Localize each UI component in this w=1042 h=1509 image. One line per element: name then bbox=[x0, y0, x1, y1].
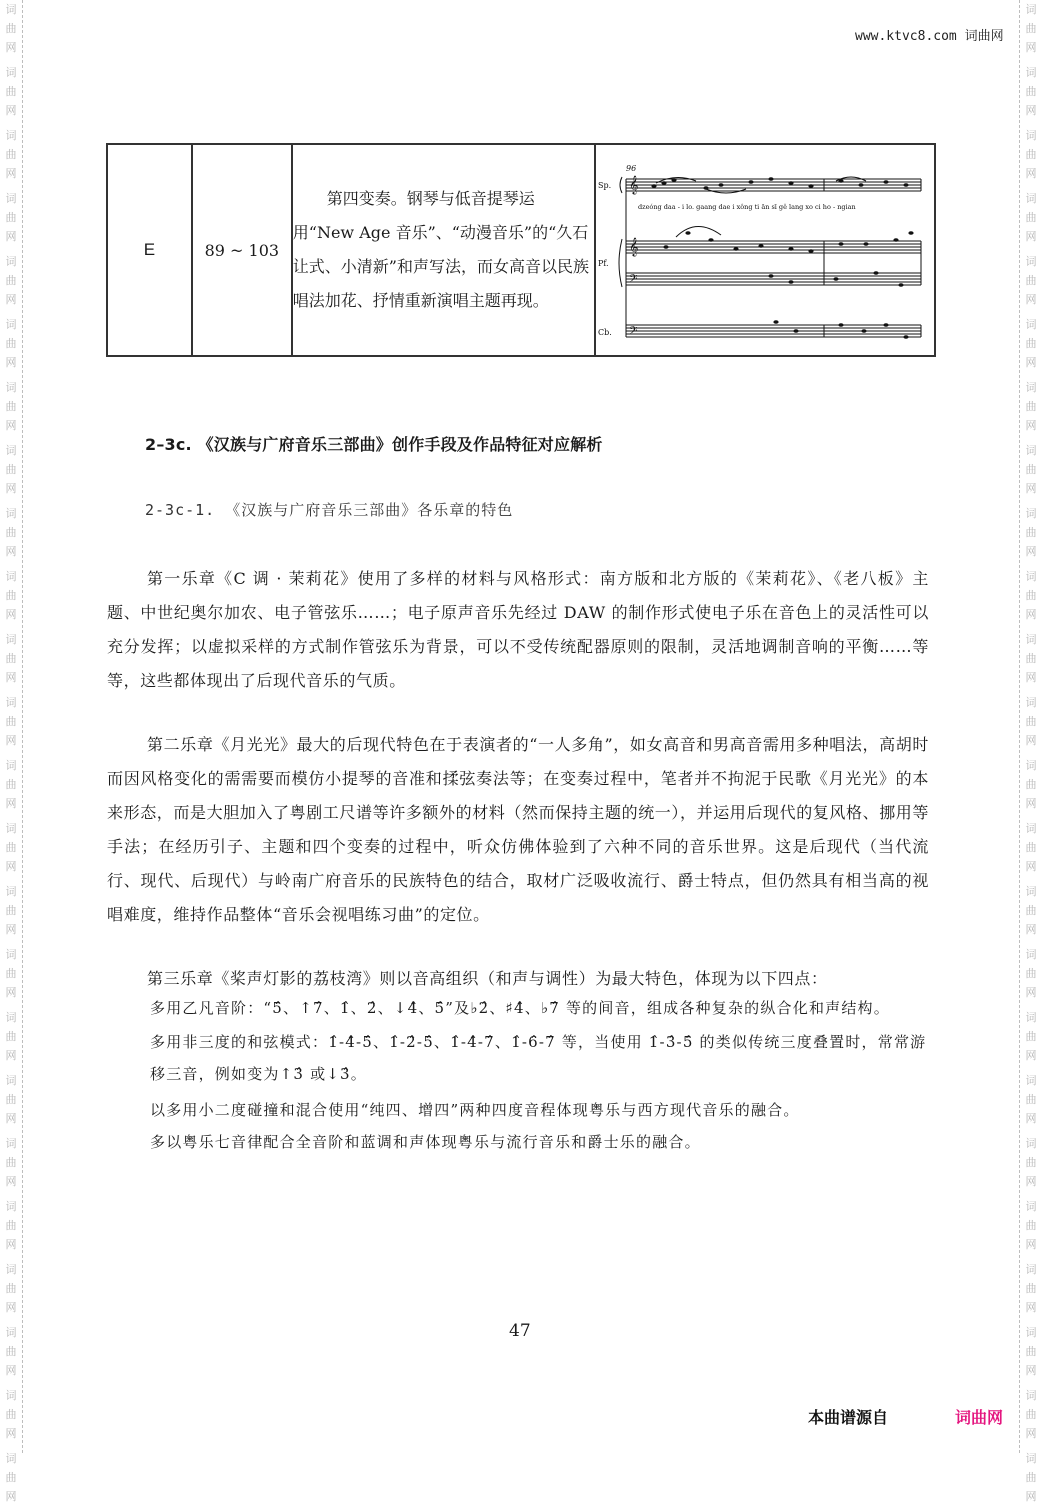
watermark-char: 词 bbox=[5, 759, 17, 772]
watermark-group bbox=[0, 756, 22, 816]
watermark-group bbox=[0, 630, 22, 690]
watermark-group bbox=[1020, 693, 1042, 753]
watermark-char: 曲 bbox=[1025, 400, 1037, 413]
watermark-group bbox=[1020, 756, 1042, 816]
section-heading: 2–3c. 《汉族与广府音乐三部曲》创作手段及作品特征对应解析 bbox=[145, 435, 603, 454]
watermark-char: 网 bbox=[1025, 41, 1037, 54]
list-item: 以多用小二度碰撞和混合使用“纯四、增四”两种四度音程体现粤乐与西方现代音乐的融合。 bbox=[150, 1101, 800, 1119]
watermark-char: 词 bbox=[1025, 381, 1037, 394]
watermark-group bbox=[1020, 567, 1042, 627]
watermark-group bbox=[0, 0, 22, 60]
header-site bbox=[855, 25, 1004, 44]
watermark-group bbox=[0, 1008, 22, 1068]
left-margin-watermark bbox=[0, 0, 23, 1503]
watermark-char: 网 bbox=[1025, 1364, 1037, 1377]
watermark-char: 曲 bbox=[5, 85, 17, 98]
watermark-char: 词 bbox=[5, 3, 17, 16]
watermark-group bbox=[0, 504, 22, 564]
svg-text:𝄢: 𝄢 bbox=[629, 325, 638, 340]
watermark-char: 曲 bbox=[1025, 85, 1037, 98]
watermark-char: 网 bbox=[1025, 860, 1037, 873]
watermark-group bbox=[1020, 882, 1042, 942]
watermark-char: 词 bbox=[1025, 1263, 1037, 1276]
watermark-char: 网 bbox=[5, 608, 17, 621]
staff-label-sp: Sp. bbox=[598, 181, 612, 190]
list-item: 多用非三度的和弦模式：1̂-4̂-5̂、1̂-2̂-5̂、1̂-4̂-7̂、1̂-6̂-7̂ 等，当使用 1̂-3̂-5̂ 的类似传统三度叠置时，常常游移三音，例如变为↑3̂ 或↓3̂。 bbox=[150, 1033, 927, 1083]
watermark-group bbox=[1020, 252, 1042, 312]
watermark-char: 网 bbox=[5, 1364, 17, 1377]
watermark-char: 网 bbox=[5, 41, 17, 54]
watermark-char: 网 bbox=[5, 230, 17, 243]
watermark-char: 词 bbox=[5, 1263, 17, 1276]
description-cell bbox=[292, 144, 595, 356]
watermark-char: 词 bbox=[5, 570, 17, 583]
watermark-char: 词 bbox=[5, 948, 17, 961]
watermark-char: 曲 bbox=[1025, 1408, 1037, 1421]
watermark-char: 曲 bbox=[5, 1471, 17, 1484]
watermark-char: 词 bbox=[1025, 318, 1037, 331]
watermark-group bbox=[0, 1134, 22, 1194]
watermark-char: 曲 bbox=[1025, 1030, 1037, 1043]
watermark-char: 网 bbox=[5, 860, 17, 873]
watermark-group bbox=[1020, 819, 1042, 879]
watermark-char: 网 bbox=[1025, 104, 1037, 117]
watermark-char: 曲 bbox=[5, 337, 17, 350]
watermark-char: 网 bbox=[5, 671, 17, 684]
watermark-char: 词 bbox=[5, 885, 17, 898]
list-item: 多以粤乐七音律配合全音阶和蓝调和声体现粤乐与流行音乐和爵士乐的融合。 bbox=[150, 1133, 701, 1151]
watermark-char: 曲 bbox=[1025, 211, 1037, 224]
svg-text:𝄢: 𝄢 bbox=[629, 273, 638, 288]
watermark-group bbox=[1020, 1449, 1042, 1509]
watermark-group bbox=[1020, 1323, 1042, 1383]
watermark-char: 词 bbox=[1025, 3, 1037, 16]
watermark-char: 词 bbox=[5, 1452, 17, 1465]
watermark-char: 词 bbox=[1025, 759, 1037, 772]
watermark-char: 曲 bbox=[5, 1282, 17, 1295]
watermark-char: 词 bbox=[1025, 570, 1037, 583]
watermark-char: 词 bbox=[5, 255, 17, 268]
variation-table bbox=[106, 143, 936, 357]
watermark-char: 词 bbox=[1025, 948, 1037, 961]
watermark-char: 曲 bbox=[1025, 1345, 1037, 1358]
watermark-char: 网 bbox=[5, 419, 17, 432]
watermark-group bbox=[1020, 1260, 1042, 1320]
watermark-char: 网 bbox=[1025, 419, 1037, 432]
watermark-char: 网 bbox=[1025, 482, 1037, 495]
watermark-char: 词 bbox=[5, 66, 17, 79]
watermark-group bbox=[1020, 945, 1042, 1005]
watermark-char: 网 bbox=[1025, 986, 1037, 999]
watermark-char: 网 bbox=[1025, 1112, 1037, 1125]
watermark-group bbox=[0, 252, 22, 312]
watermark-char: 网 bbox=[1025, 734, 1037, 747]
watermark-char: 网 bbox=[5, 1049, 17, 1062]
watermark-char: 词 bbox=[5, 507, 17, 520]
watermark-group bbox=[0, 1071, 22, 1131]
watermark-char: 词 bbox=[5, 1389, 17, 1402]
watermark-char: 网 bbox=[5, 356, 17, 369]
watermark-char: 曲 bbox=[5, 1093, 17, 1106]
watermark-char: 词 bbox=[5, 1011, 17, 1024]
piano-bass-staff bbox=[626, 273, 921, 285]
watermark-char: 网 bbox=[1025, 608, 1037, 621]
subsection-heading: 2-3c-1. 《汉族与广府音乐三部曲》各乐章的特色 bbox=[145, 501, 514, 519]
note-heads bbox=[651, 177, 913, 339]
paragraph-movement-3: 第三乐章《桨声灯影的荔枝湾》则以音高组织（和声与调性）为最大特色，体现为以下四点： bbox=[147, 969, 828, 988]
watermark-char: 曲 bbox=[5, 1030, 17, 1043]
watermark-char: 词 bbox=[1025, 66, 1037, 79]
watermark-char: 曲 bbox=[1025, 778, 1037, 791]
site-name: 词曲网 bbox=[964, 29, 1004, 44]
watermark-char: 网 bbox=[5, 1238, 17, 1251]
watermark-group bbox=[0, 819, 22, 879]
watermark-char: 曲 bbox=[1025, 1219, 1037, 1232]
footer-source-label: 本曲谱源自 bbox=[808, 1408, 889, 1427]
watermark-char: 网 bbox=[5, 293, 17, 306]
watermark-char: 曲 bbox=[5, 400, 17, 413]
watermark-group bbox=[1020, 1134, 1042, 1194]
watermark-group bbox=[0, 567, 22, 627]
watermark-char: 词 bbox=[5, 381, 17, 394]
watermark-char: 网 bbox=[1025, 230, 1037, 243]
watermark-char: 网 bbox=[5, 1301, 17, 1314]
watermark-char: 曲 bbox=[1025, 589, 1037, 602]
watermark-group bbox=[1020, 0, 1042, 60]
watermark-char: 曲 bbox=[5, 904, 17, 917]
watermark-group bbox=[1020, 1197, 1042, 1257]
watermark-char: 网 bbox=[1025, 545, 1037, 558]
paragraph-movement-1: 第一乐章《C 调 · 茉莉花》使用了多样的材料与风格形式：南方版和北方版的《茉莉花》、《老八板》主题、中世纪奥尔加农、电子管弦乐……；电子原声音乐先经过 DAW 的制作形式使电子乐在音色上的灵活性可以充分发挥；以虚拟采样的方式制作管弦乐为背景，可以不受传统配器原则的限制，灵活地调制音响的平衡……等等，这些都体现出了后现代音乐的气质。 bbox=[107, 569, 929, 690]
watermark-group bbox=[0, 126, 22, 186]
score-cell bbox=[595, 144, 935, 356]
watermark-char: 词 bbox=[1025, 1389, 1037, 1402]
watermark-char: 网 bbox=[1025, 1301, 1037, 1314]
watermark-char: 曲 bbox=[1025, 22, 1037, 35]
site-url[interactable]: www.ktvc8.com bbox=[855, 29, 957, 44]
watermark-group bbox=[0, 1449, 22, 1509]
right-margin-watermark bbox=[1019, 0, 1042, 1503]
watermark-char: 词 bbox=[5, 1074, 17, 1087]
watermark-group bbox=[1020, 1386, 1042, 1446]
watermark-char: 词 bbox=[1025, 633, 1037, 646]
watermark-group bbox=[0, 1323, 22, 1383]
watermark-char: 曲 bbox=[5, 967, 17, 980]
watermark-char: 词 bbox=[1025, 129, 1037, 142]
watermark-group bbox=[0, 945, 22, 1005]
watermark-char: 网 bbox=[5, 734, 17, 747]
bars-cell: 89 ~ 103 bbox=[192, 144, 292, 356]
soprano-staff bbox=[626, 179, 921, 191]
watermark-char: 词 bbox=[1025, 1011, 1037, 1024]
watermark-char: 曲 bbox=[5, 211, 17, 224]
watermark-char: 词 bbox=[1025, 1200, 1037, 1213]
watermark-char: 词 bbox=[1025, 192, 1037, 205]
watermark-char: 曲 bbox=[1025, 967, 1037, 980]
watermark-char: 网 bbox=[1025, 923, 1037, 936]
watermark-char: 词 bbox=[5, 1137, 17, 1150]
description-text: 第四变奏。钢琴与低音提琴运用“New Age 音乐”、“动漫音乐”的“久石让式、小清新”和声写法，而女高音以民族唱法加花、抒情重新演唱主题再现。 bbox=[292, 189, 589, 310]
watermark-group bbox=[1020, 189, 1042, 249]
watermark-char: 网 bbox=[5, 1112, 17, 1125]
watermark-char: 曲 bbox=[1025, 1471, 1037, 1484]
watermark-char: 曲 bbox=[1025, 904, 1037, 917]
watermark-char: 网 bbox=[1025, 293, 1037, 306]
watermark-char: 曲 bbox=[5, 589, 17, 602]
watermark-char: 词 bbox=[5, 822, 17, 835]
watermark-char: 网 bbox=[5, 545, 17, 558]
watermark-char: 曲 bbox=[1025, 652, 1037, 665]
watermark-char: 网 bbox=[5, 797, 17, 810]
watermark-char: 词 bbox=[5, 1200, 17, 1213]
watermark-group bbox=[1020, 63, 1042, 123]
watermark-char: 曲 bbox=[5, 1408, 17, 1421]
watermark-char: 曲 bbox=[5, 463, 17, 476]
page-number: 47 bbox=[509, 1321, 531, 1341]
watermark-group bbox=[0, 1260, 22, 1320]
watermark-char: 曲 bbox=[5, 652, 17, 665]
watermark-char: 网 bbox=[1025, 671, 1037, 684]
contrabass-staff bbox=[626, 325, 921, 337]
watermark-char: 网 bbox=[1025, 1490, 1037, 1503]
section-cell: E bbox=[107, 144, 192, 356]
music-score-image bbox=[596, 145, 930, 351]
footer-brand-link[interactable]: 词曲网 bbox=[955, 1408, 1004, 1427]
watermark-char: 词 bbox=[5, 129, 17, 142]
paragraph-movement-2: 第二乐章《月光光》最大的后现代特色在于表演者的“一人多角”，如女高音和男高音需用多种唱法，高胡时而因风格变化的需需要而模仿小提琴的音准和揉弦奏法等；在变奏过程中，笔者并不拘泥于民歌《月光光》的本来形态，而是大胆加入了粤剧工尺谱等许多额外的材料（然而保持主题的统一），并运用后现代的复风格、挪用等手法；在经历引子、主题和四个变奏的过程中，听众仿佛体验到了六种不同的音乐世界。这是后现代（当代流行、现代、后现代）与岭南广府音乐的民族特色的结合，取材广泛吸收流行、爵士特点，但仍然具有相当高的视唱难度，维持作品整体“音乐会视唱练习曲”的定位。 bbox=[107, 735, 930, 924]
watermark-char: 网 bbox=[1025, 1238, 1037, 1251]
piano-treble-staff bbox=[626, 241, 921, 253]
watermark-char: 网 bbox=[1025, 1175, 1037, 1188]
watermark-char: 曲 bbox=[1025, 337, 1037, 350]
watermark-char: 网 bbox=[1025, 356, 1037, 369]
watermark-char: 曲 bbox=[5, 1345, 17, 1358]
watermark-char: 曲 bbox=[5, 526, 17, 539]
watermark-group bbox=[0, 1386, 22, 1446]
watermark-char: 曲 bbox=[5, 1219, 17, 1232]
measure-number: 96 bbox=[626, 164, 637, 173]
watermark-group bbox=[0, 441, 22, 501]
watermark-char: 网 bbox=[5, 104, 17, 117]
watermark-char: 曲 bbox=[1025, 526, 1037, 539]
watermark-char: 词 bbox=[1025, 444, 1037, 457]
watermark-group bbox=[1020, 441, 1042, 501]
watermark-char: 曲 bbox=[5, 148, 17, 161]
watermark-char: 网 bbox=[5, 923, 17, 936]
watermark-group bbox=[0, 63, 22, 123]
watermark-group bbox=[1020, 378, 1042, 438]
watermark-group bbox=[0, 378, 22, 438]
watermark-char: 词 bbox=[5, 318, 17, 331]
watermark-char: 网 bbox=[5, 1427, 17, 1440]
watermark-char: 网 bbox=[5, 1490, 17, 1503]
watermark-char: 词 bbox=[1025, 1326, 1037, 1339]
watermark-char: 网 bbox=[5, 482, 17, 495]
watermark-char: 网 bbox=[1025, 167, 1037, 180]
watermark-char: 词 bbox=[1025, 255, 1037, 268]
list-item: 多用乙凡音阶：“5̂、↑7̂、1̂、2̂、↓4̂、5̂”及♭2̂、♯4̂、♭7̂ 等的间音，组成各种复杂的纵合化和声结构。 bbox=[150, 999, 890, 1017]
watermark-char: 曲 bbox=[5, 841, 17, 854]
watermark-char: 曲 bbox=[1025, 841, 1037, 854]
watermark-group bbox=[0, 1197, 22, 1257]
watermark-char: 词 bbox=[1025, 1074, 1037, 1087]
watermark-char: 曲 bbox=[5, 778, 17, 791]
watermark-char: 词 bbox=[1025, 1137, 1037, 1150]
table-row bbox=[107, 144, 935, 356]
watermark-char: 词 bbox=[5, 1326, 17, 1339]
watermark-char: 曲 bbox=[1025, 274, 1037, 287]
watermark-char: 曲 bbox=[5, 22, 17, 35]
watermark-char: 词 bbox=[5, 444, 17, 457]
watermark-char: 曲 bbox=[1025, 463, 1037, 476]
watermark-char: 词 bbox=[5, 696, 17, 709]
watermark-char: 曲 bbox=[1025, 1282, 1037, 1295]
watermark-char: 网 bbox=[1025, 1049, 1037, 1062]
watermark-group bbox=[0, 189, 22, 249]
watermark-group bbox=[1020, 1008, 1042, 1068]
watermark-group bbox=[1020, 126, 1042, 186]
svg-text:𝄞: 𝄞 bbox=[629, 237, 639, 256]
watermark-char: 词 bbox=[1025, 696, 1037, 709]
lyrics-line: dzeóng daa - i lo. gaang dae i xông ti ān sī gě lang xo ci ho - ngian bbox=[638, 203, 856, 211]
watermark-char: 曲 bbox=[5, 274, 17, 287]
watermark-char: 词 bbox=[1025, 1452, 1037, 1465]
watermark-char: 网 bbox=[1025, 797, 1037, 810]
watermark-char: 曲 bbox=[1025, 715, 1037, 728]
watermark-group bbox=[0, 693, 22, 753]
watermark-char: 词 bbox=[5, 633, 17, 646]
watermark-group bbox=[1020, 630, 1042, 690]
watermark-char: 曲 bbox=[1025, 1156, 1037, 1169]
watermark-char: 网 bbox=[5, 167, 17, 180]
watermark-char: 词 bbox=[1025, 507, 1037, 520]
watermark-char: 曲 bbox=[5, 1156, 17, 1169]
svg-text:𝄞: 𝄞 bbox=[629, 175, 639, 194]
staff-label-pf: Pf. bbox=[598, 259, 609, 268]
staff-label-cb: Cb. bbox=[598, 328, 612, 337]
watermark-char: 词 bbox=[1025, 885, 1037, 898]
watermark-group bbox=[0, 882, 22, 942]
watermark-char: 曲 bbox=[1025, 148, 1037, 161]
watermark-char: 曲 bbox=[1025, 1093, 1037, 1106]
watermark-char: 词 bbox=[5, 192, 17, 205]
watermark-group bbox=[1020, 504, 1042, 564]
watermark-char: 网 bbox=[1025, 1427, 1037, 1440]
watermark-group bbox=[1020, 315, 1042, 375]
watermark-char: 词 bbox=[1025, 822, 1037, 835]
watermark-char: 网 bbox=[5, 1175, 17, 1188]
watermark-char: 曲 bbox=[5, 715, 17, 728]
watermark-group bbox=[0, 315, 22, 375]
watermark-char: 网 bbox=[5, 986, 17, 999]
watermark-group bbox=[1020, 1071, 1042, 1131]
